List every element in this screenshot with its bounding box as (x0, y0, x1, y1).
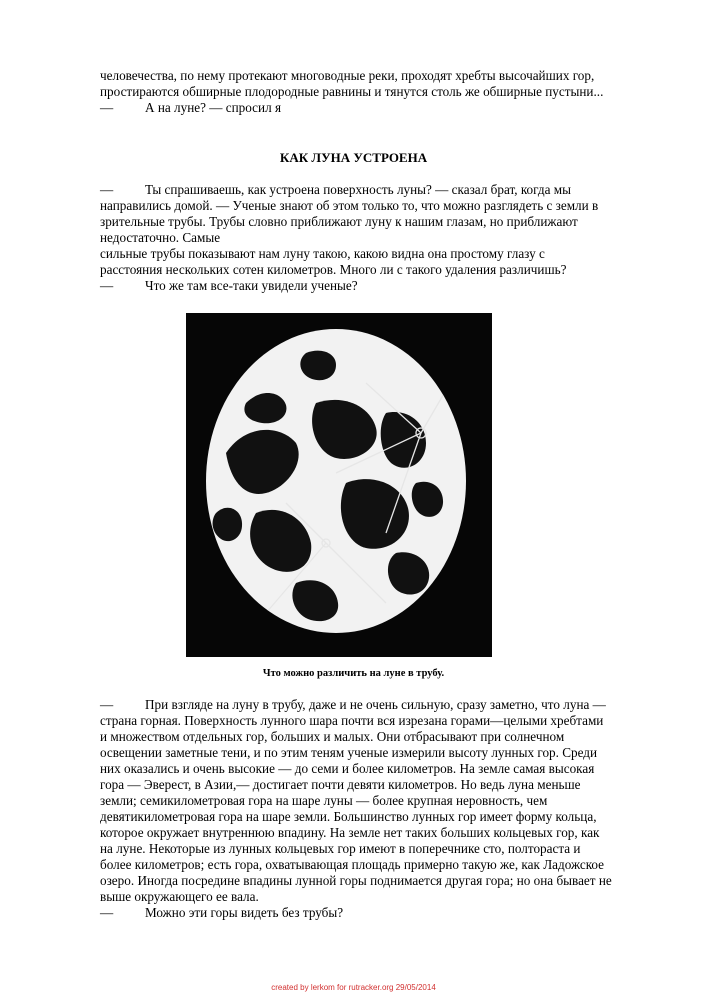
para2-line: и множеством отдельных гор, больших и малых. Они отбрасывают при солнечном (100, 729, 565, 744)
para1-dash: — (100, 182, 114, 197)
para2-line: земли; семикилометровая гора на шаре луны — более крупная неровность, чем (100, 793, 548, 808)
q2-text: Можно эти горы видеть без трубы? (145, 905, 344, 920)
moon-image (186, 313, 492, 657)
intro-line-1: человечества, по нему протекают многоводные реки, проходят хребты высочайших гор, (100, 68, 595, 83)
para2-dash: — (100, 697, 114, 712)
para2-line: которое окружает внутреннюю впадину. На земле нет таких больших кольцевых гор, как (100, 825, 600, 840)
para1-line: зрительные трубы. Трубы словно приближают луну к нашим глазам, но приближают (100, 214, 578, 229)
q2-dash: — (100, 905, 114, 920)
q1-dash: — (100, 278, 114, 293)
figure-caption: Что можно различить на луне в трубу. (262, 668, 445, 679)
footer-credit: created by lerkom for rutracker.org 29/05/2014 (271, 983, 436, 992)
para2-line: более километров; есть гора, охватывающая площадь примерно такую же, как Ладожское (100, 857, 605, 872)
para1-line: направились домой. — Ученые знают об этом только то, что можно разглядеть с земли в (100, 198, 599, 213)
intro-question: А на луне? — спросил я (145, 100, 282, 115)
para2-line: выше окружающего ее вала. (100, 889, 259, 904)
section-heading: КАК ЛУНА УСТРОЕНА (279, 150, 428, 165)
para2-line: них оказались и очень высокие — до семи и более километров. На земле самая высокая (100, 761, 595, 776)
para2-line: девятикилометровая гора на шаре земли. Большинство лунных гор имеет форму кольца, (100, 809, 597, 824)
para1-line: сильные трубы показывают нам луну такою, какою видна она простому глазу с (100, 246, 545, 261)
q1-text: Что же там все-таки увидели ученые? (145, 278, 358, 293)
para1-lead: Ты спрашиваешь, как устроена поверхность луны? — сказал брат, когда мы (145, 182, 571, 197)
intro-dash: — (100, 100, 114, 115)
para2-line: на луне. Некоторые из лунных кольцевых гор имеют в поперечнике сто, полтораста и (100, 841, 581, 856)
para2-lead: При взгляде на луну в трубу, даже и не очень сильную, сразу заметно, что луна — (145, 697, 606, 712)
para1-line: расстояния нескольких сотен километров. Много ли с такого удаления различишь? (100, 262, 567, 277)
moon-illustration (186, 313, 492, 657)
para2-line: страна горная. Поверхность лунного шара почти вся изрезана горами—целыми хребтами (100, 713, 604, 728)
intro-line-2: простираются обширные плодородные равнины и тянутся столь же обширные пустыни... (100, 84, 604, 99)
para1-line: недостаточно. Самые (100, 230, 221, 245)
para2-line: озеро. Иногда посредине впадины лунной горы поднимается другая гора; но она бывает не (100, 873, 612, 888)
para2-line: гора — Эверест, в Азии,— достигает почти девяти километров. Но ведь луна меньше (100, 777, 581, 792)
para2-line: освещении заметные тени, и по этим теням ученые измерили высоту лунных гор. Среди (100, 745, 598, 760)
